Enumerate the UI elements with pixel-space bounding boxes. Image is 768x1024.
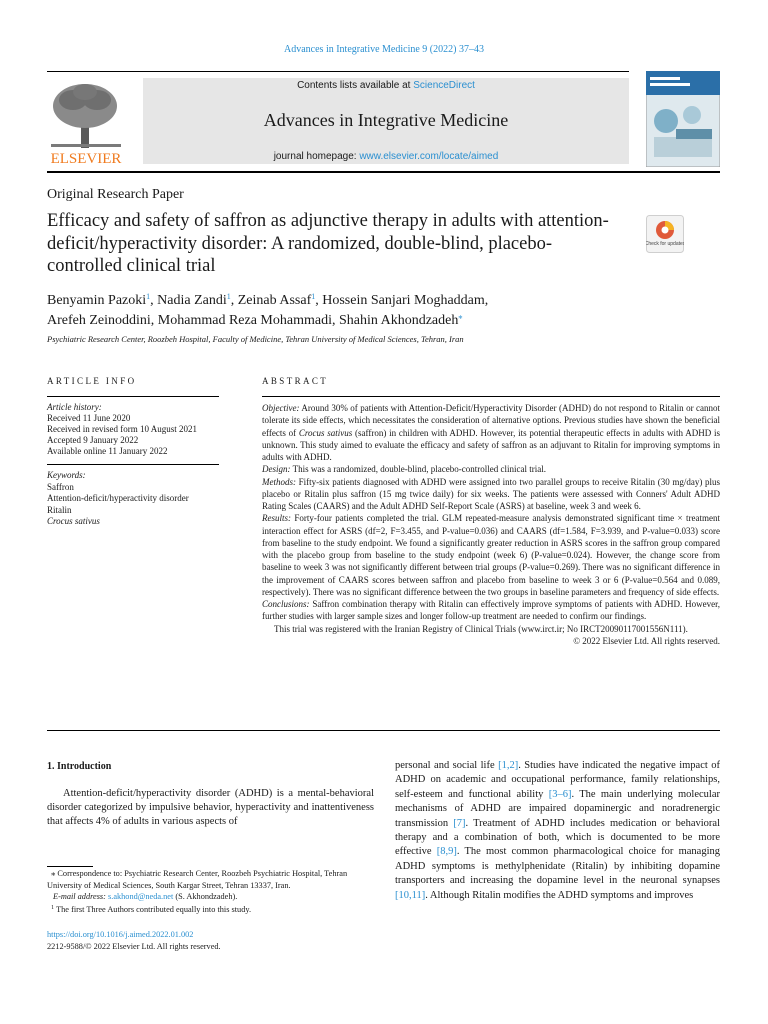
citation-link[interactable]: [1,2] xyxy=(498,760,519,771)
equal-contribution-text: The first Three Authors contributed equally into this study. xyxy=(56,904,252,914)
journal-cover-thumbnail[interactable] xyxy=(646,71,720,167)
intro-text: . Studies have indicated the negative impact of ADHD on academic and occupational performance, family relationships, self-esteem and functional ability xyxy=(395,760,721,800)
footnote-mark: ⁎ xyxy=(51,869,56,878)
publisher-name: ELSEVIER xyxy=(50,151,122,166)
abstract-results xyxy=(262,512,720,598)
doi-block xyxy=(47,929,374,952)
citation-link[interactable]: [3–6] xyxy=(548,788,572,800)
correspondence-text: Correspondence to: Psychiatric Research Center, Roozbeh Psychiatric Hospital, Tehran University of Medical Sciences, South Kargar Street, Tehran 13337, Iran. xyxy=(47,869,348,890)
crossmark-badge[interactable] xyxy=(646,215,684,253)
author-separator: , xyxy=(484,293,489,308)
author-name: Arefeh Zeinoddini xyxy=(47,313,151,328)
email-suffix: (S. Akhondzadeh). xyxy=(173,892,238,901)
email-link[interactable]: s.akhond@neda.net xyxy=(108,892,174,901)
methods-label: Methods: xyxy=(262,476,296,487)
abstract-design xyxy=(262,463,720,475)
keyword-list xyxy=(47,470,219,528)
conclusions-text: Saffron combination therapy with Ritalin can effectively improve symptoms of patients with ADHD. However, further studies with larger sample sizes and longer follow-up treatment are needed to confirm our findings. xyxy=(262,599,720,622)
email-footnote xyxy=(47,891,374,903)
conclusions-label: Conclusions: xyxy=(262,599,310,609)
objective-label: Objective: xyxy=(262,403,300,413)
correspondence-footnote xyxy=(47,868,374,891)
author-separator: , xyxy=(230,293,238,308)
homepage-link[interactable]: www.elsevier.com/locate/aimed xyxy=(359,151,499,162)
abstract-bottom-rule xyxy=(47,730,720,731)
results-text: Forty-four patients completed the trial. GLM repeated-measure analysis demonstrated significant time × treatment interaction effect for ASRS (df=2, F=3.455, and P-value=0.036) and CAARS (df=1.584, F=3.939, and P-value=0.033) score from baseline to the study endpoint. We found a significantly greater reduction in ASRS scores in the saffron group compared with the placebo group from baseline to the study endpoint (week 6) (P-value=0.024). However, the change score from baseline to week 3 was not significantly different between trial groups (P-value=0.269). There was no significant difference in the improvement of CAARS scores between saffron and placebo from baseline to week 3 or 6 (P-value=0.564 and 0.089, respectively). There was no significant difference between the two groups in baseline parameters and frequency of side effects. xyxy=(262,513,720,597)
abstract-copyright: © 2022 Elsevier Ltd. All rights reserved. xyxy=(573,635,720,646)
author-name: Zeinab Assaf xyxy=(237,293,312,308)
abstract-body xyxy=(262,402,720,647)
keywords-rule xyxy=(47,464,219,465)
header-top-rule xyxy=(47,71,629,72)
author-name: Shahin Akhondzadeh xyxy=(338,313,459,328)
intro-text: . Although Ritalin modifies the ADHD symptoms and improves xyxy=(425,889,694,901)
citation-link[interactable]: [8,9] xyxy=(436,846,457,858)
design-label: Design: xyxy=(262,464,291,475)
footnote-mark: 1 xyxy=(51,904,55,911)
design-text: This was a randomized, double-blind, placebo-controlled clinical trial. xyxy=(290,464,547,475)
issn-copyright: 2212-9588/© 2022 Elsevier Ltd. All rights reserved. xyxy=(47,941,221,951)
homepage-prefix: journal homepage: xyxy=(273,151,360,162)
keywords-label: Keywords: xyxy=(47,470,86,480)
history-accepted: Accepted 9 January 2022 xyxy=(47,435,139,445)
publisher-logo[interactable] xyxy=(47,78,125,166)
abstract-rule xyxy=(262,396,720,397)
contents-line xyxy=(143,80,629,91)
abstract-objective xyxy=(262,402,720,463)
author-list xyxy=(47,291,607,331)
trial-registration: This trial was registered with the Iranian Registry of Clinical Trials (www.irct.ir; No IRCT20090117001556N111). xyxy=(274,623,688,634)
article-title: Efficacy and safety of saffron as adjunctive therapy in adults with attention-deficit/hyperactivity disorder: A randomized, double-blind, placebo-controlled clinical trial xyxy=(47,211,609,276)
author-separator: , xyxy=(150,313,158,328)
contents-prefix: Contents lists available at xyxy=(297,80,414,91)
header-bottom-rule xyxy=(47,171,720,173)
affiliation: Psychiatric Research Center, Roozbeh Hospital, Faculty of Medicine, Tehran University of Medical Sciences, Tehran, Iran xyxy=(47,334,464,344)
article-info-rule xyxy=(47,396,219,397)
intro-text: . The main underlying molecular mechanisms of ADHD are impaired dopaminergic and noradrenergic transmission xyxy=(395,788,720,829)
footnote-rule xyxy=(47,866,93,867)
abstract-conclusions xyxy=(262,598,720,623)
author-mark[interactable]: 1 xyxy=(311,292,316,301)
history-received: Received 11 June 2020 xyxy=(47,413,131,423)
objective-text: Around 30% of patients with Attention-Deficit/Hyperactivity Disorder (ADHD) do not respond to Ritalin or cannot tolerate its side effects, which necessitates the consideration of alternative options. Previous studies have shown the beneficial effects of xyxy=(262,403,720,438)
keyword-item: Saffron xyxy=(47,481,74,492)
abstract-heading: ABSTRACT xyxy=(262,376,329,386)
history-label: Article history: xyxy=(47,402,102,412)
intro-text: personal and social life xyxy=(395,760,499,771)
section-heading-introduction: 1. Introduction xyxy=(47,761,112,772)
crossmark-label: Check for updates xyxy=(646,241,684,247)
intro-paragraph-right xyxy=(395,759,720,903)
author-mark[interactable]: 1 xyxy=(226,292,231,301)
author-separator: , xyxy=(315,293,323,308)
keyword-item: Ritalin xyxy=(47,504,72,515)
species-name: Crocus sativus xyxy=(298,427,353,438)
journal-title: Advances in Integrative Medicine xyxy=(263,110,509,130)
author-separator: , xyxy=(331,313,339,328)
author-name: Nadia Zandi xyxy=(157,293,227,308)
results-label: Results: xyxy=(262,513,291,524)
history-online: Available online 11 January 2022 xyxy=(47,446,168,456)
intro-text: . The most common pharmacological choice for managing ADHD symptoms is methylphenidate (Ritalin) by inhibiting dopamine transporters and increasing the dopamine level in the neuronal synapses xyxy=(395,846,720,887)
article-history xyxy=(47,402,219,457)
intro-paragraph-left: Attention-deficit/hyperactivity disorder (ADHD) is a mental-behavioral disorder categorized by impulsive behavior, hyperactivity and inattentiveness that affects 4% of adults in various aspects of xyxy=(47,788,374,827)
author-mark[interactable]: 1 xyxy=(146,292,151,301)
methods-text: Fifty-six patients diagnosed with ADHD were assigned into two parallel groups to receive Ritalin (30 mg/day) plus placebo or Ritalin plus saffron (15 mg twice daily) for six weeks. The patients were assessed with Conners' Adult ADHD Rating Scales (CAARS) and the Adult ADHD Self-Report Scale (ASRS) at baseline, week 3 and week 6. xyxy=(262,476,720,511)
intro-text: . Treatment of ADHD includes medication or behavioral therapy and a combination of both, which is documented to be more effective xyxy=(395,817,720,858)
email-label: E-mail address: xyxy=(53,892,106,901)
equal-contribution-footnote xyxy=(47,903,374,916)
history-revised: Received in revised form 10 August 2021 xyxy=(47,424,197,434)
abstract-methods xyxy=(262,476,720,513)
homepage-line xyxy=(143,151,629,162)
author-name: Mohammad Reza Mohammadi xyxy=(157,313,332,328)
doi-link[interactable]: https://doi.org/10.1016/j.aimed.2022.01.002 xyxy=(47,930,194,939)
author-name: Hossein Sanjari Moghaddam xyxy=(322,293,485,308)
sciencedirect-link[interactable]: ScienceDirect xyxy=(413,80,475,91)
article-info-heading: ARTICLE INFO xyxy=(47,376,137,386)
objective-text-cont: (saffron) in children with ADHD. However, its potential therapeutic effects in adults with ADHD is unknown. This study aimed to evaluate the efficacy and safety of saffron as an adjuvant to Ritalin for improving symptoms in adults with ADHD. xyxy=(262,427,720,462)
corresponding-author-mark[interactable]: ⁎ xyxy=(458,312,463,321)
article-type: Original Research Paper xyxy=(47,187,184,202)
citation-link[interactable]: [10,11] xyxy=(395,889,426,901)
footnotes xyxy=(47,868,374,915)
citation-link[interactable]: [7] xyxy=(453,817,466,829)
journal-reference-link[interactable]: Advances in Integrative Medicine 9 (2022) 37–43 xyxy=(284,44,484,55)
author-name: Benyamin Pazoki xyxy=(47,293,147,308)
author-separator: , xyxy=(150,293,158,308)
keyword-item: Crocus sativus xyxy=(47,516,100,527)
keyword-item: Attention-deficit/hyperactivity disorder xyxy=(47,493,189,504)
